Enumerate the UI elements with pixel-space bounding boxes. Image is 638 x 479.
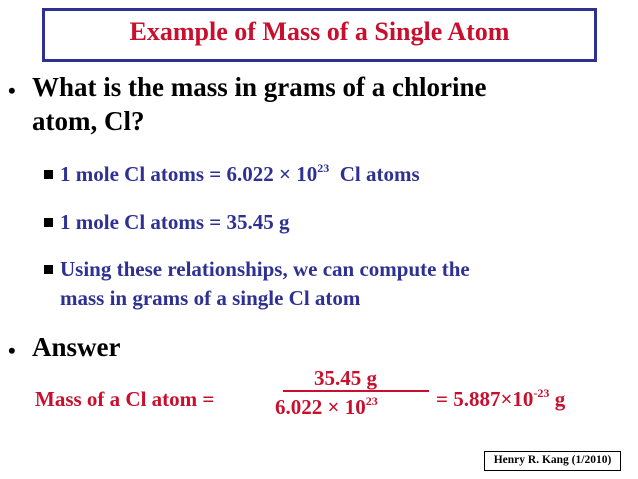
fraction-bar: [283, 390, 429, 392]
equation-lhs: Mass of a Cl atom =: [35, 387, 215, 411]
sub-bullet-1-tail: Cl atoms: [339, 162, 420, 186]
result-unit: g: [554, 387, 566, 411]
fraction-denominator: [275, 395, 378, 420]
square-bullet-icon: [44, 218, 53, 227]
equation-result: [436, 387, 565, 412]
bullet-dot: •: [8, 78, 16, 103]
sub-bullet-1-exponent: 23: [317, 161, 330, 175]
fraction-numerator: 35.45 g: [314, 366, 377, 390]
answer-label: Answer: [32, 332, 121, 362]
square-bullet-icon: [44, 170, 53, 179]
sub-bullet-1-text: 1 mole Cl atoms = 6.022 × 10: [60, 162, 318, 186]
result-exponent: -23: [533, 386, 550, 400]
denominator-base: 6.022 × 10: [275, 395, 366, 419]
result-base: = 5.887×10: [436, 387, 534, 411]
author-credit: Henry R. Kang (1/2010): [484, 451, 621, 471]
sub-bullet-3-line-2: mass in grams of a single Cl atom: [60, 286, 361, 310]
sub-bullet-3-line-1: Using these relationships, we can compute the: [60, 257, 470, 281]
bullet-dot: •: [8, 338, 16, 363]
question-line-2: atom, Cl?: [32, 106, 145, 136]
sub-bullet-1: [60, 162, 420, 187]
slide-title: Example of Mass of a Single Atom: [129, 17, 510, 46]
denominator-exponent: 23: [365, 394, 378, 408]
question-line-1: What is the mass in grams of a chlorine: [32, 72, 487, 102]
square-bullet-icon: [44, 265, 53, 274]
sub-bullet-2: 1 mole Cl atoms = 35.45 g: [60, 210, 290, 234]
